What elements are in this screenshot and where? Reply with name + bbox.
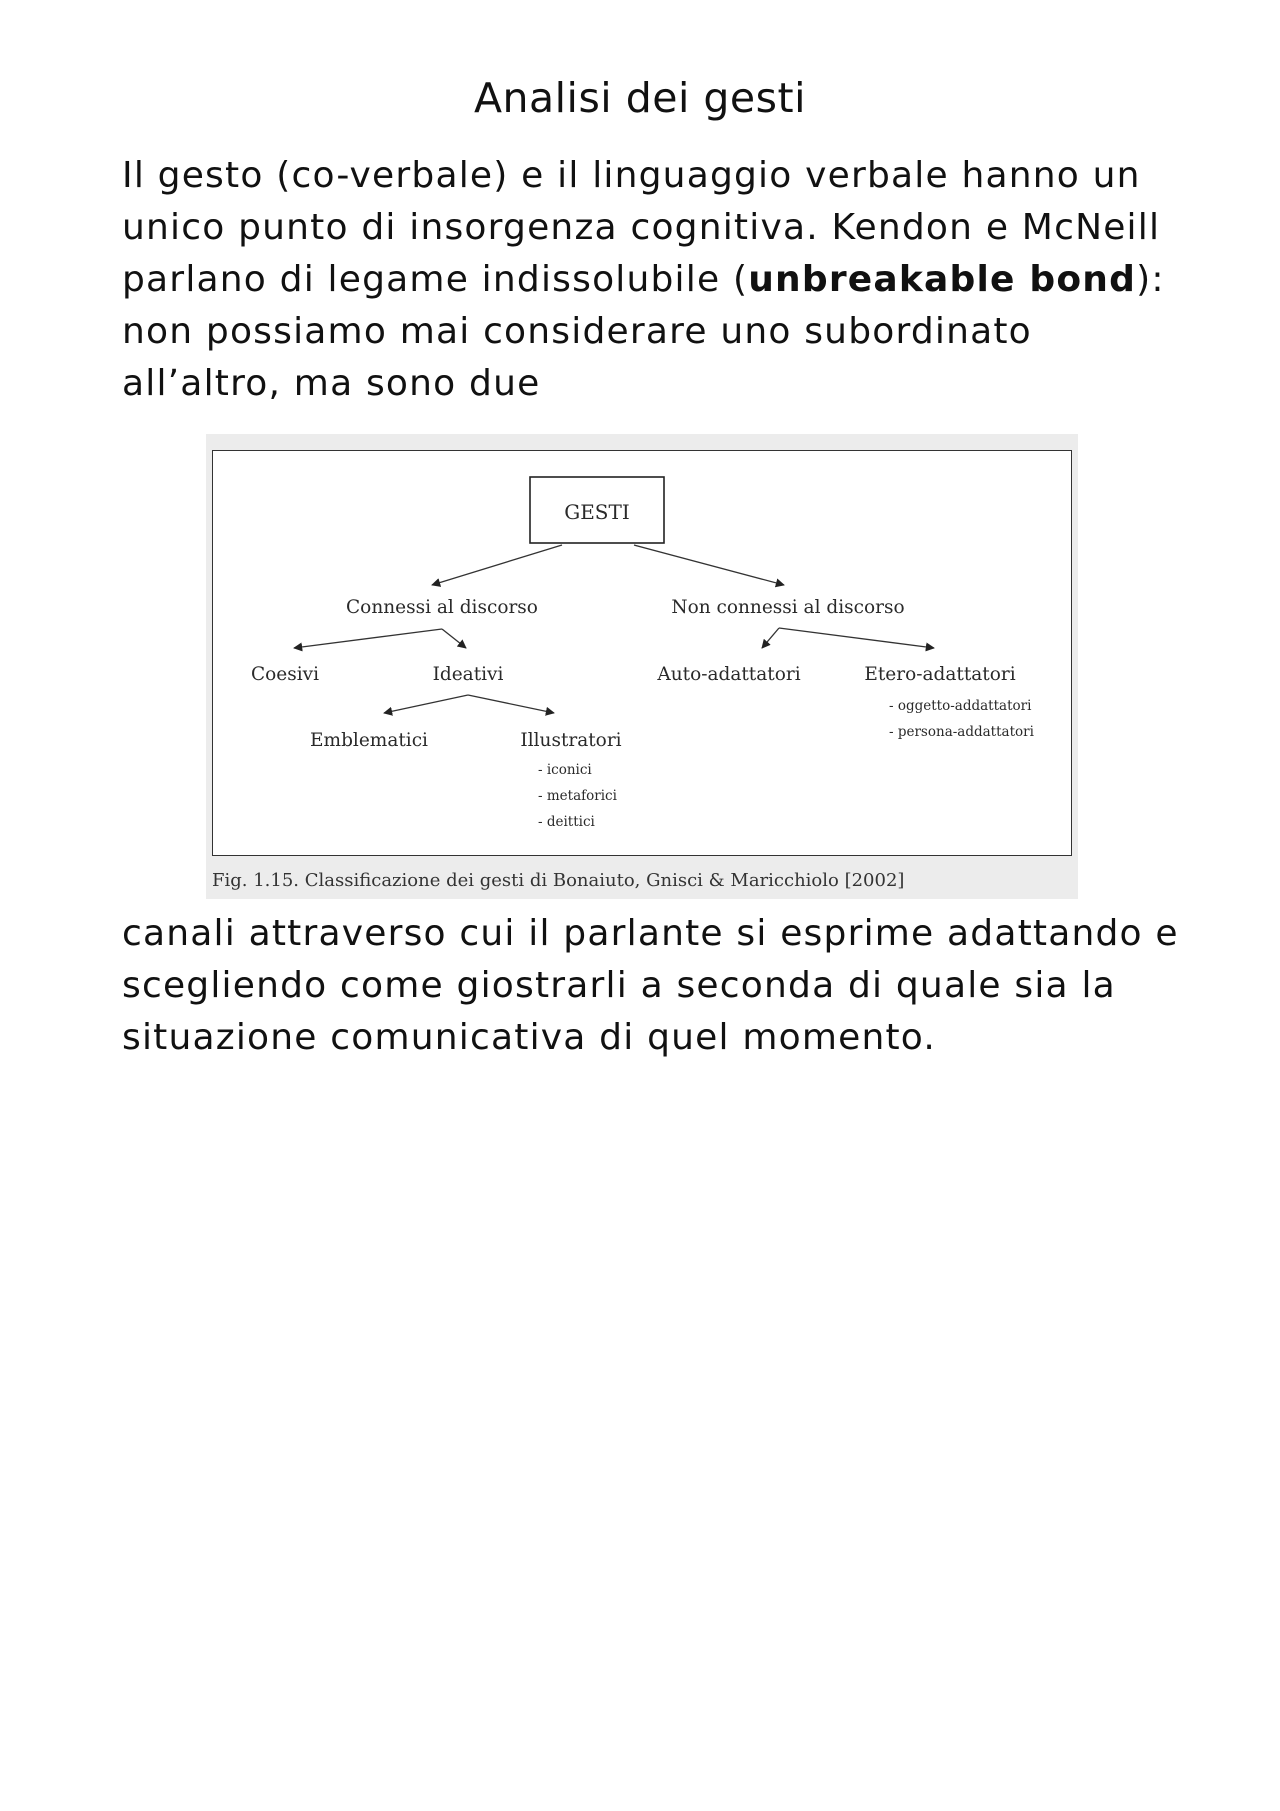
node-illustratori: Illustratori xyxy=(520,730,622,751)
etero-item: - oggetto-addattatori xyxy=(889,698,1032,714)
illustratori-item: - metaforici xyxy=(538,788,617,804)
classification-figure xyxy=(206,434,1078,899)
node-non-connessi: Non connessi al discorso xyxy=(671,597,905,618)
paragraph-intro-part-1: Il gesto (co-verbale) e il linguaggio verbale hanno un unico punto di insorgenza cognitiva. Kendon e McNeill parlano di legame indissolubile ( xyxy=(122,155,1161,300)
paragraph-continued: canali attraverso cui il parlante si esprime adattando e scegliendo come giostrarli a seconda di quale sia la situazione comunicativa di quel momento. xyxy=(122,913,1179,1058)
edge-ideativi-emblematici xyxy=(384,695,468,713)
edge-connected-coesivi xyxy=(294,629,442,648)
node-ideativi: Ideativi xyxy=(432,664,504,685)
edge-root-not-connected xyxy=(634,545,784,585)
node-emblematici: Emblematici xyxy=(310,730,428,751)
edge-ideativi-illustratori xyxy=(468,695,554,713)
paragraph-intro-bold: unbreakable bond xyxy=(748,259,1137,300)
figure-caption: Fig. 1.15. Classificazione dei gesti di Bonaiuto, Gnisci & Maricchiolo [2002] xyxy=(212,870,905,891)
node-auto-adattatori: Auto-adattatori xyxy=(657,664,801,685)
node-coesivi: Coesivi xyxy=(250,664,320,685)
edge-not-connected-etero xyxy=(779,628,934,648)
node-etero-adattatori: Etero-adattatori xyxy=(864,664,1016,685)
node-gesti: GESTI xyxy=(564,500,630,524)
edge-root-connected xyxy=(432,545,562,585)
etero-item: - persona-addattatori xyxy=(889,724,1034,740)
edge-connected-ideativi xyxy=(442,629,466,648)
illustratori-item: - deittici xyxy=(538,814,595,830)
page-title: Analisi dei gesti xyxy=(474,74,806,122)
paragraph-intro xyxy=(122,150,1182,410)
paragraph-intro-part-2: ): non possiamo mai considerare uno subordinato all’altro, ma sono due xyxy=(122,259,1165,404)
illustratori-item: - iconici xyxy=(538,762,592,778)
node-connessi: Connessi al discorso xyxy=(346,597,538,618)
classification-diagram xyxy=(206,434,1078,864)
edge-not-connected-auto xyxy=(762,628,779,648)
